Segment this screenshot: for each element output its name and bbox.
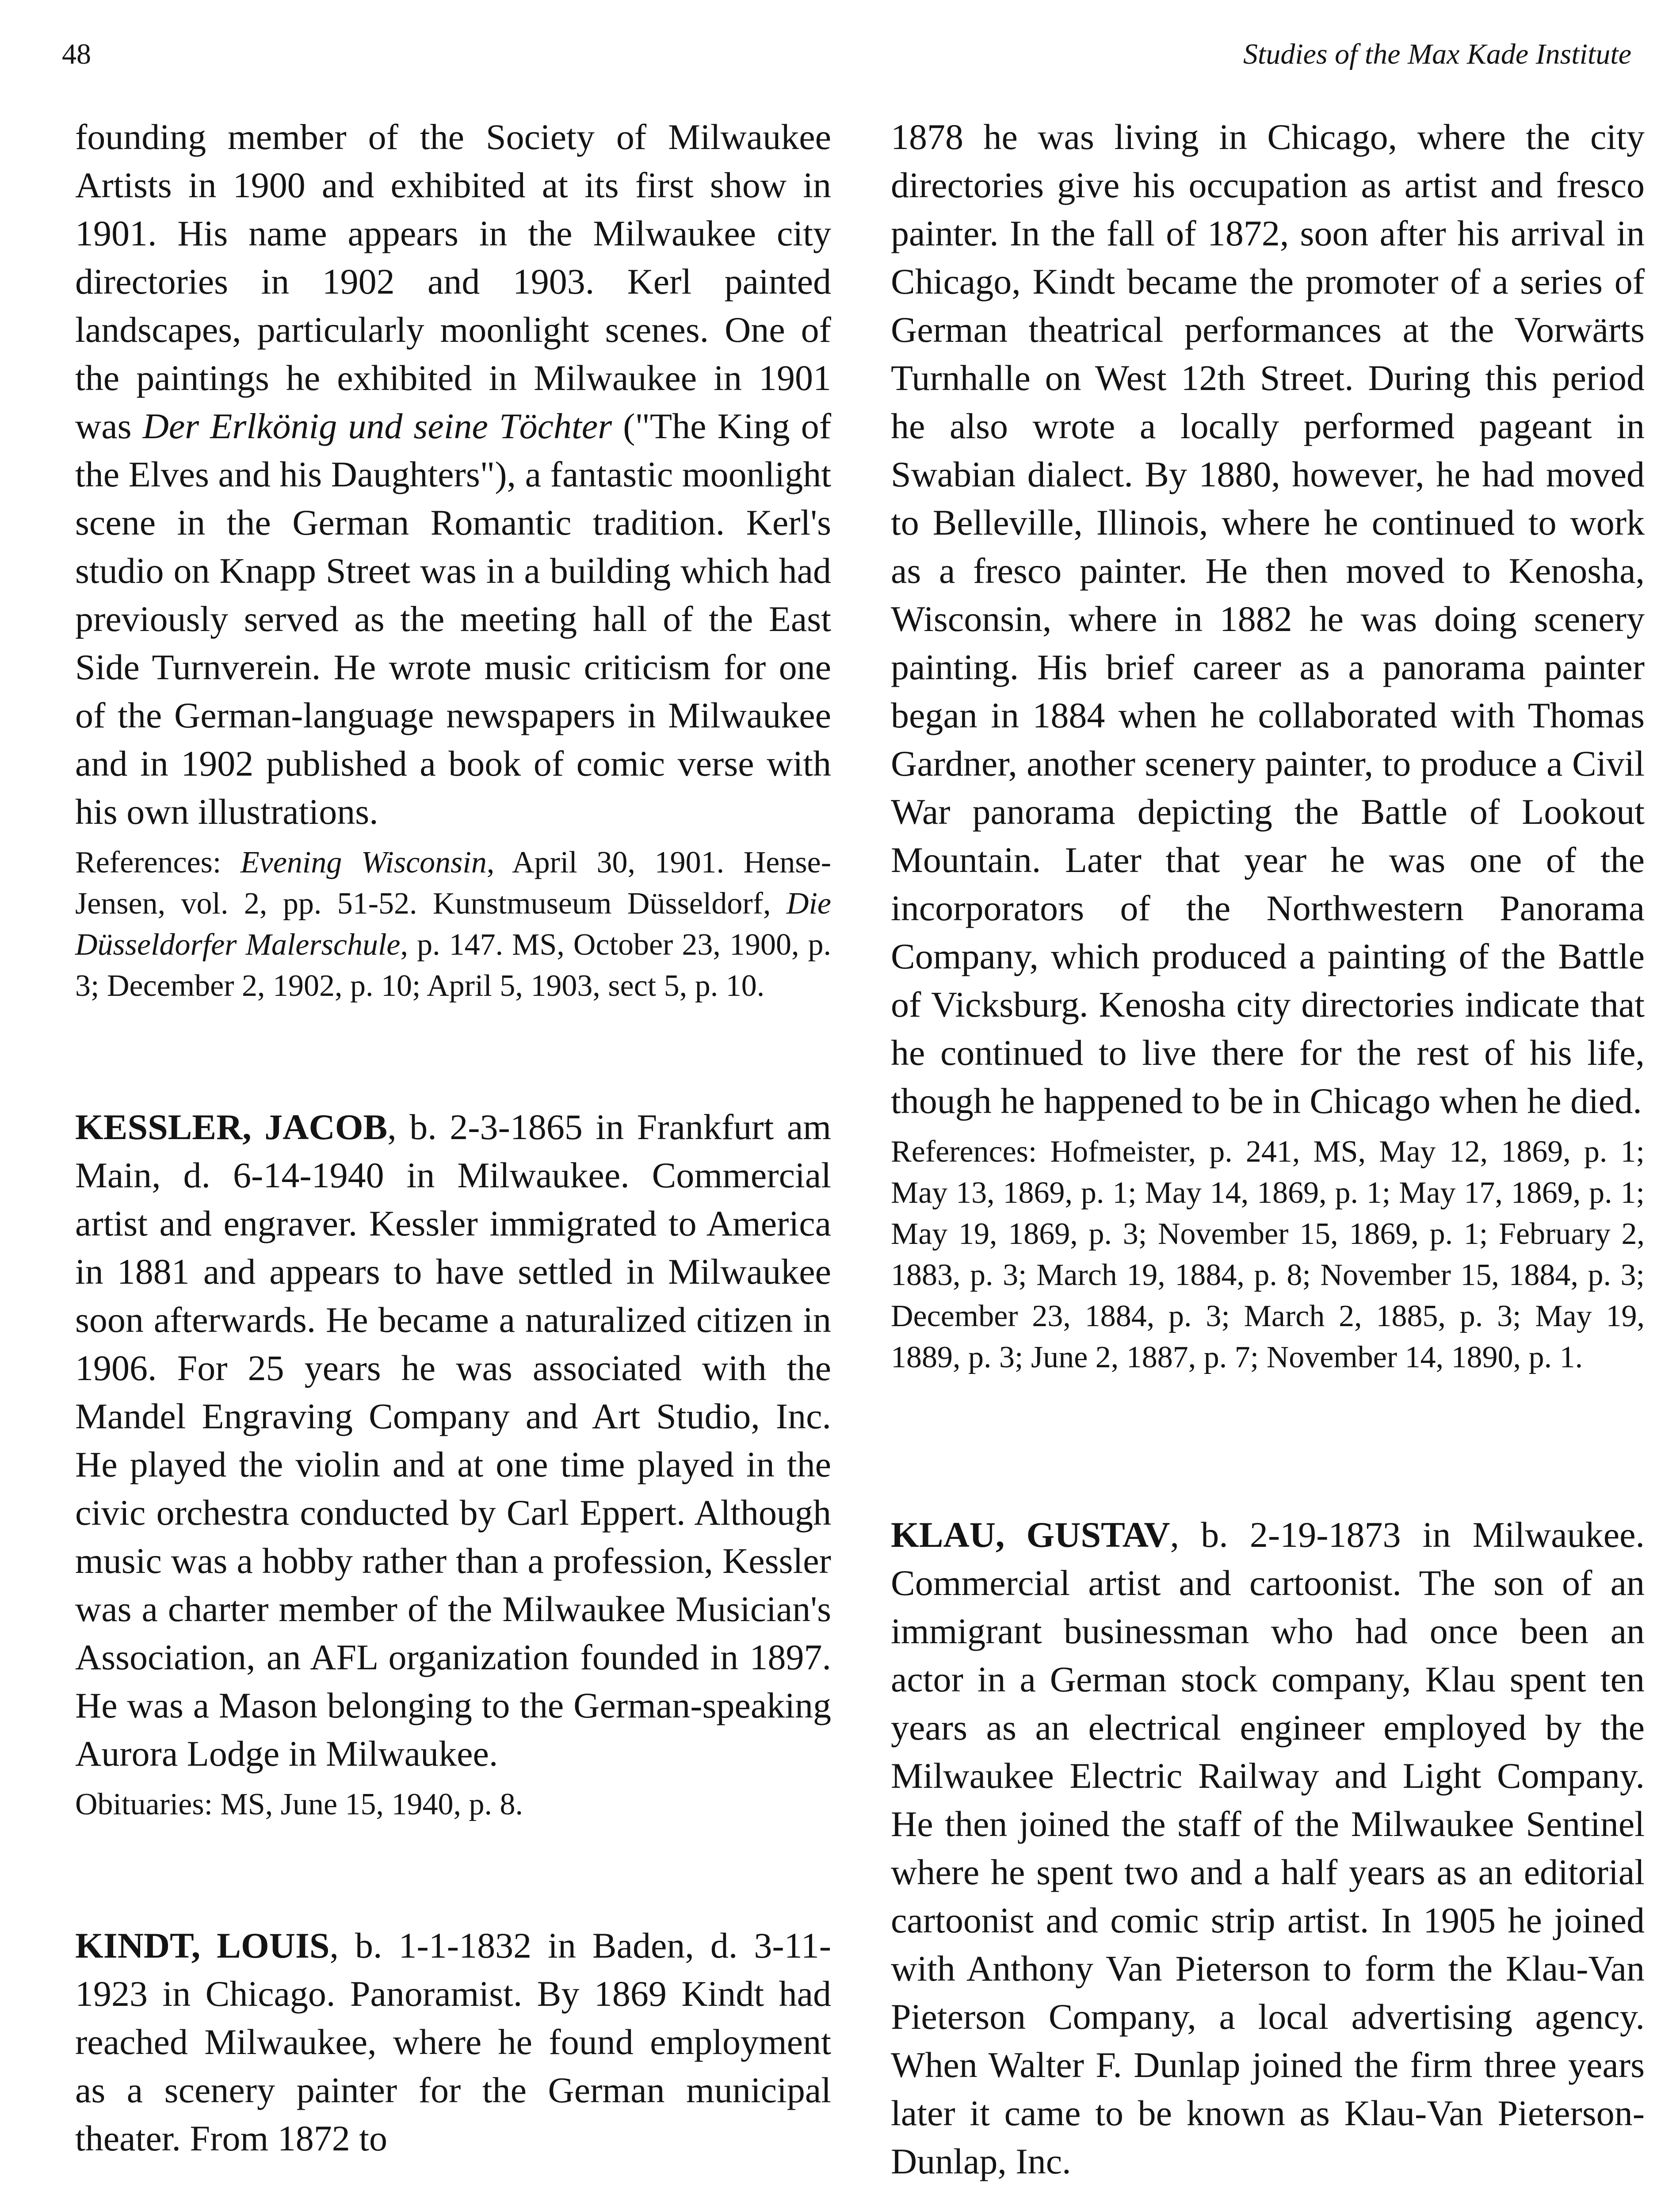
kindt-text: , b. 1-1-1832 in Baden, d. 3-11-1923 in Chicago. Panoramist. By 1869 Kindt had reached Milwaukee, where he found employment as a scenery painter for the German municipal theater. From 1872 to [75,1925,831,2158]
painting-title: Der Erlkönig und seine Töchter [142,406,612,446]
kerl-ref-source-2: Die Düsseldorfer Malerschule [75,887,831,962]
kindt-references: References: Hofmeister, p. 241, MS, May 12, 1869, p. 1; May 13, 1869, p. 1; May 14, 1869, p. 1; May 17, 1869, p. 1; May 19, 1869, p. 3; November 15, 1869, p. 1; February 2, 1883, p. 3; March 19, 1884, p. 8; November 15, 1884, p. 3; December 23, 1884, p. 3; March 2, 1885, p. 3; May 19, 1889, p. 3; June 2, 1887, p. 7; November 14, 1890, p. 1. [891,1135,1645,1374]
kindt-entry-continued: 1878 he was living in Chicago, where the city directories give his occupation as artist and fresco painter. In the fall of 1872, soon after his arrival in Chicago, Kindt became the promoter of a series of German theatrical performances at the Vorwärts Turnhalle on West 12th Street. During this period he also wrote a locally performed pageant in Swabian dialect. By 1880, however, he had moved to Belleville, Illinois, where he continued to work as a fresco painter. He then moved to Kenosha, Wisconsin, where in 1882 he was doing scenery painting. His brief career as a panorama painter began in 1884 when he collaborated with Thomas Gardner, another scenery painter, to produce a Civil War panorama depicting the Battle of Lookout Mountain. Later that year he was one of the incorporators of the Northwestern Panorama Company, which produced a painting of the Battle of Vicksburg. Kenosha city directories indicate that he continued to live there for the rest of his life, though he happened to be in Chicago when he died. [891,117,1645,1121]
left-column [75,113,831,2162]
kessler-text: , b. 2-3-1865 in Frankfurt am Main, d. 6-14-1940 in Milwaukee. Commercial artist and engraver. Kessler immigrated to America in 1881 and appears to have settled in Milwaukee soon afterwards. He became a naturalized citizen in 1906. For 25 years he was associated with the Mandel Engraving Company and Art Studio, Inc. He played the violin and at one time played in the civic orchestra conducted by Carl Eppert. Although music was a hobby rather than a profession, Kessler was a charter member of the Milwaukee Musician's Association, an AFL organization founded in 1897. He was a Mason belonging to the German-speaking Aurora Lodge in Milwaukee. [75,1107,831,1774]
klau-text: , b. 2-19-1873 in Milwaukee. Commercial artist and cartoonist. The son of an immigrant businessman who had once been an actor in a German stock company, Klau spent ten years as an electrical engineer employed by the Milwaukee Electric Railway and Light Company. He then joined the staff of the Milwaukee Sentinel where he spent two and a half years as an editorial cartoonist and comic strip artist. In 1905 he joined with Anthony Van Pieterson to form the Klau-Van Pieterson Company, a local advertising agency. When Walter F. Dunlap joined the firm three years later it came to be known as Klau-Van Pieterson-Dunlap, Inc. [891,1515,1645,2181]
kerl-ref-label: References: [75,845,241,880]
right-column [891,113,1645,2185]
klau-entry [891,1511,1645,2185]
klau-name: KLAU, GUSTAV [891,1515,1170,1555]
kerl-text-part1: founding member of the Society of Milwaukee Artists in 1900 and exhibited at its first show in 1901. His name appears in the Milwaukee city directories in 1902 and 1903. Kerl painted landscapes, particularly moonlight scenes. One of the paintings he exhibited in Milwaukee in 1901 was [75,117,831,446]
kindt-entry [75,1921,831,2162]
kerl-ref-text-1: , April 30, 1901. Hense-Jensen, vol. 2, pp. 51-52. Kunstmuseum Düsseldorf, [75,845,831,921]
running-head [62,34,1631,74]
kessler-entry [75,1103,831,1778]
kerl-ref-text-2: , p. 147. MS, October 23, 1900, p. 3; December 2, 1902, p. 10; April 5, 1903, sect 5, p. 10. [75,928,832,1003]
journal-title: Studies of the Max Kade Institute [1243,38,1631,70]
kindt-name: KINDT, LOUIS [75,1925,330,1966]
kerl-text-part2: ("The King of the Elves and his Daughters"), a fantastic moonlight scene in the German Romantic tradition. Kerl's studio on Knapp Street was in a building which had previously served as the meeting hall of the East Side Turnverein. He wrote music criticism for one of the German-language newspapers in Milwaukee and in 1902 published a book of comic verse with his own illustrations. [75,406,832,832]
kerl-references [75,842,831,1006]
kerl-entry-continued [75,113,831,836]
kessler-name: KESSLER, JACOB [75,1107,388,1147]
kerl-ref-source-1: Evening Wisconsin [240,845,487,880]
page-number: 48 [62,38,91,70]
kessler-obituaries: Obituaries: MS, June 15, 1940, p. 8. [75,1787,523,1821]
